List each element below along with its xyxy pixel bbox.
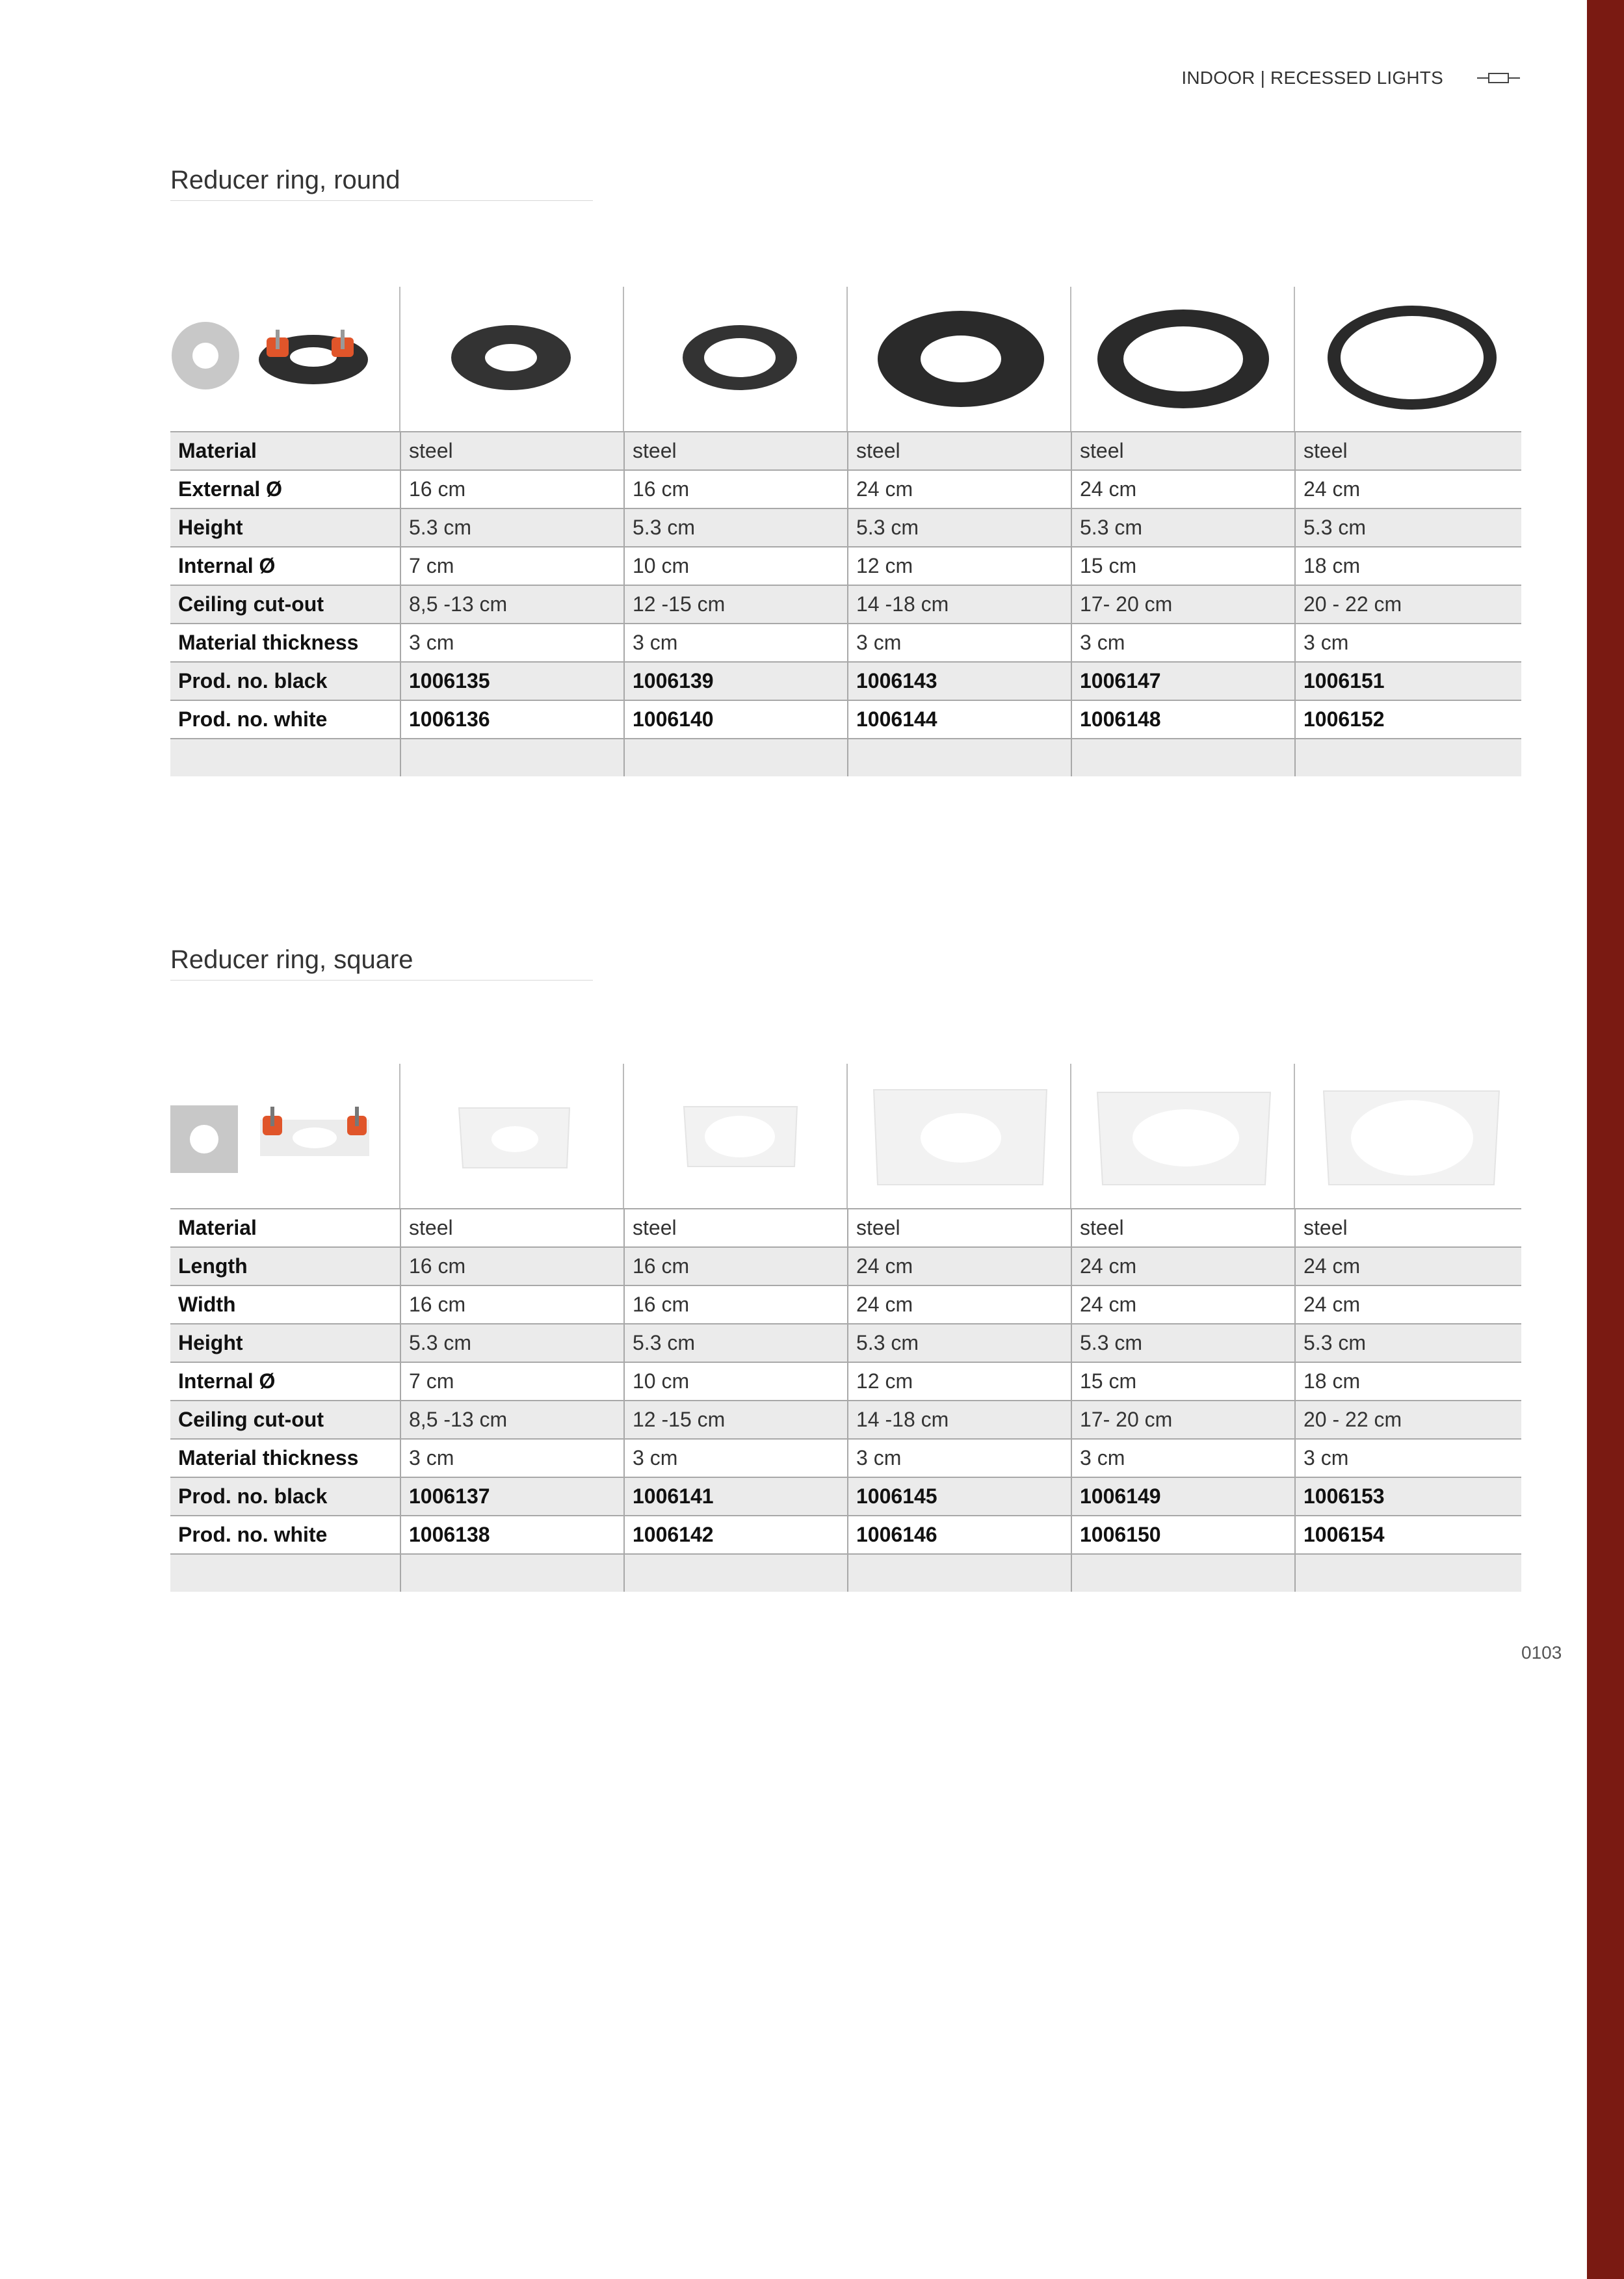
table-row: Prod. no. white 1006138 1006142 1006146 1006150 1006154 [170,1516,1521,1554]
square-ring-image-4 [1070,1064,1295,1208]
table-row: Prod. no. black 1006135 1006139 1006143 1006147 1006151 [170,662,1521,700]
round-ring-image-5 [1294,287,1523,431]
table-row: Ceiling cut-out 8,5 -13 cm 12 -15 cm 14 -18 cm 17- 20 cm 20 - 22 cm [170,1401,1521,1439]
table-row: Material thickness 3 cm 3 cm 3 cm 3 cm 3 cm [170,624,1521,662]
table-row: Prod. no. black 1006137 1006141 1006145 1006149 1006153 [170,1477,1521,1516]
table-row [170,739,1521,776]
header-title: INDOOR | RECESSED LIGHTS [1181,68,1443,88]
table-row: Prod. no. white 1006136 1006140 1006144 1006148 1006152 [170,700,1521,739]
table-row: Internal Ø 7 cm 10 cm 12 cm 15 cm 18 cm [170,1362,1521,1401]
square-ring-image-1 [399,1064,624,1208]
round-ring-image-1 [399,287,624,431]
table-row: Material thickness 3 cm 3 cm 3 cm 3 cm 3 cm [170,1439,1521,1477]
product-overview-round [170,287,399,431]
table-row: Height 5.3 cm 5.3 cm 5.3 cm 5.3 cm 5.3 cm [170,508,1521,547]
table-row [170,1554,1521,1592]
page-header [1181,68,1520,88]
recessed-light-icon [1477,68,1520,88]
page-number: 0103 [1521,1642,1562,1663]
table-row: External Ø 16 cm 16 cm 24 cm 24 cm 24 cm [170,470,1521,508]
table-row: Length 16 cm 16 cm 24 cm 24 cm 24 cm [170,1247,1521,1285]
spec-table-round [170,431,1521,776]
table-row: Internal Ø 7 cm 10 cm 12 cm 15 cm 18 cm [170,547,1521,585]
square-ring-image-2 [623,1064,848,1208]
table-row: Ceiling cut-out 8,5 -13 cm 12 -15 cm 14 -18 cm 17- 20 cm 20 - 22 cm [170,585,1521,624]
square-ring-image-3 [846,1064,1071,1208]
table-row: Material steel steel steel steel steel [170,432,1521,470]
table-row: Material steel steel steel steel steel [170,1209,1521,1247]
spec-table-square [170,1208,1521,1592]
round-ring-image-3 [846,287,1071,431]
square-ring-image-5 [1294,1064,1523,1208]
section-title-square: Reducer ring, square [170,945,593,981]
section-title-round: Reducer ring, round [170,166,593,201]
round-ring-image-2 [623,287,848,431]
table-row: Width 16 cm 16 cm 24 cm 24 cm 24 cm [170,1285,1521,1324]
product-images-square [170,1064,1521,1208]
table-row: Height 5.3 cm 5.3 cm 5.3 cm 5.3 cm 5.3 cm [170,1324,1521,1362]
product-overview-square [170,1064,399,1208]
product-images-round [170,287,1521,431]
side-accent-bar [1587,0,1624,2279]
round-ring-image-4 [1070,287,1295,431]
